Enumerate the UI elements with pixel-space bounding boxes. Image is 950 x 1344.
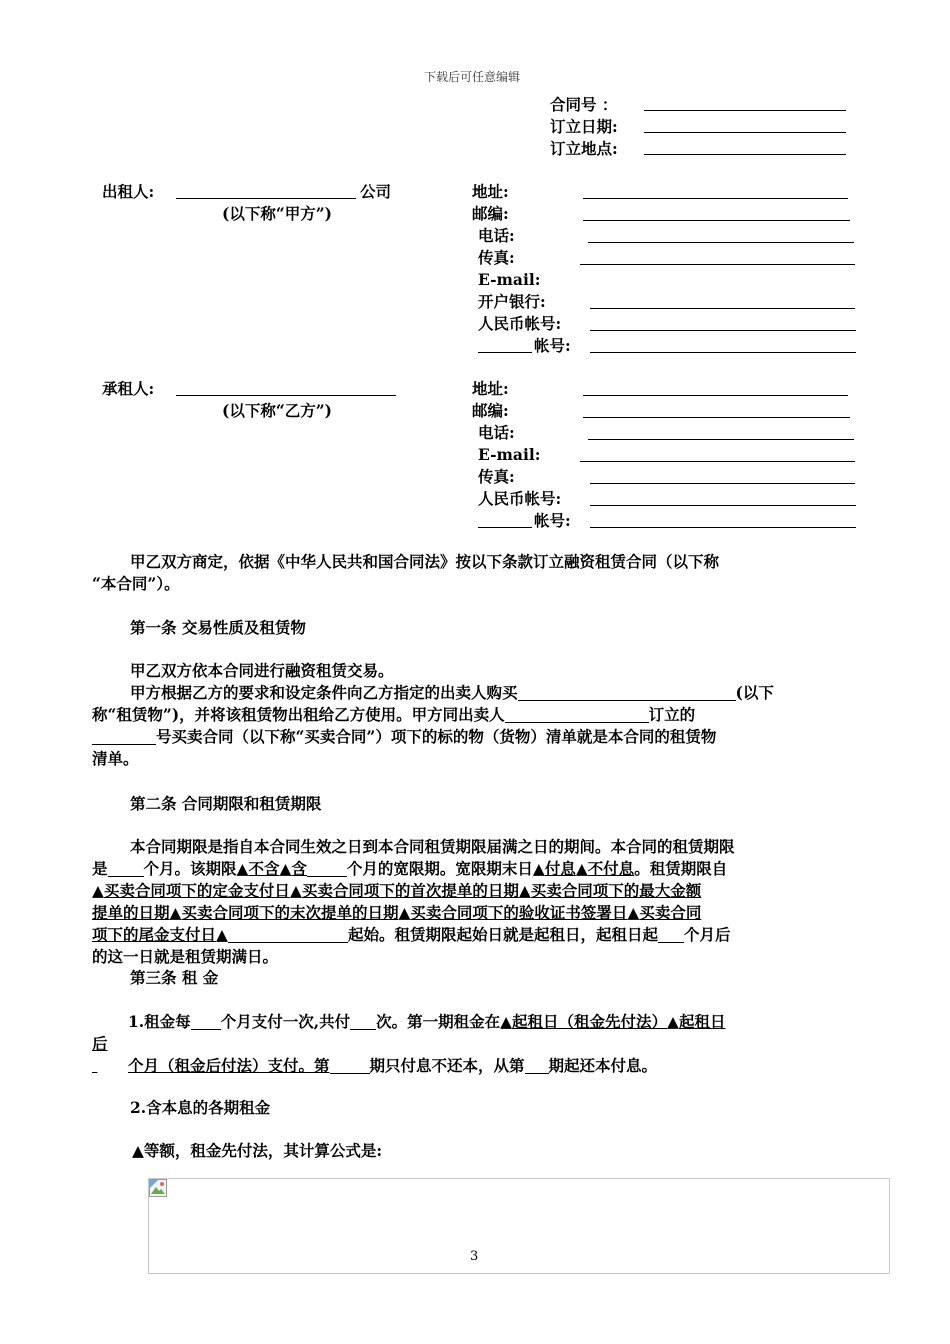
lessor-address-blank xyxy=(583,198,848,199)
article1-p3-tail: 订立的 xyxy=(648,705,696,724)
option-arrears-rent-tail: 后 xyxy=(92,1034,108,1053)
principal-start-period-blank xyxy=(525,1057,549,1074)
article2-l2f: 个月的宽限期。宽限期末日▲ xyxy=(346,859,545,878)
article1-p2-tail: (以下 xyxy=(735,683,774,702)
lessor-bank-blank xyxy=(590,308,855,309)
lessee-phone-blank xyxy=(588,439,854,440)
option-no-interest: 不付息 xyxy=(587,859,635,878)
article1-title: 第一条 交易性质及租赁物 xyxy=(130,618,306,637)
article3-p1-wrap xyxy=(92,1033,867,1055)
article3-p1a: 1.租金每 xyxy=(128,1012,191,1031)
lessee-rmb-account-label: 人民币帐号: xyxy=(478,489,562,508)
preamble-line-1: 甲乙双方商定，依据《中华人民共和国合同法》按以下条款订立融资租赁合同（以下称 xyxy=(130,552,720,571)
interest-only-period-blank xyxy=(330,1057,370,1074)
sign-date-blank xyxy=(644,132,846,133)
lessor-email-label: E-mail: xyxy=(478,270,541,289)
lessee-rmb-account-blank xyxy=(590,505,856,506)
article1-p2-text: 甲方根据乙方的要求和设定条件向乙方指定的出卖人购买 xyxy=(130,683,518,702)
option-final-payment-tail: 项下的尾金支付日 xyxy=(92,925,217,944)
lessee-account-blank xyxy=(590,527,856,528)
option-arrears-rent: 起租日 xyxy=(678,1012,726,1031)
article2-l2a: 是 xyxy=(92,859,108,878)
option-max-amount-bl: 买卖合同项下的最大金额 xyxy=(530,881,702,900)
formula-image-frame xyxy=(148,1178,890,1274)
lessee-email-label: E-mail: xyxy=(478,445,541,464)
option-exclusive: 不含 xyxy=(248,859,280,878)
lessor-account-label: 帐号: xyxy=(534,336,571,355)
lessor-fax-label: 传真: xyxy=(478,248,515,267)
grace-months-blank xyxy=(307,860,347,877)
article2-l1: 本合同期限是指自本合同生效之日到本合同租赁期限届满之日的期间。本合同的租赁期限 xyxy=(130,837,735,856)
article1-body xyxy=(92,660,862,770)
article3-p1b: 个月支付一次,共付 xyxy=(220,1012,351,1031)
lessee-fax-label: 传真: xyxy=(478,467,515,486)
lessor-suffix: 公司 xyxy=(360,182,392,201)
article2-l4f: ▲ xyxy=(627,903,640,922)
lessee-address-label: 地址: xyxy=(472,379,509,398)
article3-p1c: 次。第一期租金在▲ xyxy=(376,1012,513,1031)
lessor-address-label: 地址: xyxy=(472,182,509,201)
article2-l3c: ▲ xyxy=(289,881,302,900)
lessee-fax-blank xyxy=(590,483,855,484)
article3-p2 xyxy=(92,1055,867,1077)
article3-p1 xyxy=(92,1011,867,1033)
seller-purchase-blank xyxy=(518,684,736,701)
payment-interval-blank xyxy=(191,1013,221,1030)
lessor-fax-blank xyxy=(580,264,855,265)
article2-l4 xyxy=(92,902,867,924)
article2-l2h: ▲ xyxy=(575,859,588,878)
option-max-amount-bl-tail: 提单的日期 xyxy=(92,903,170,922)
article2-l3e: ▲ xyxy=(518,881,531,900)
lessee-postcode-blank xyxy=(583,417,850,418)
lessor-phone-blank xyxy=(588,242,854,243)
option-final-payment: 买卖合同 xyxy=(639,903,702,922)
option-inclusive: 含 xyxy=(291,859,307,878)
article3-p2a: 个月（租金后付法）支付。第 xyxy=(128,1056,330,1075)
article2-l2b: 个月。该期限▲ xyxy=(143,859,249,878)
article1-p5: 清单。 xyxy=(92,749,139,768)
article1-p4-text: 号买卖合同（以下称“买卖合同”）项下的标的物（货物）清单就是本合同的租赁物 xyxy=(156,727,717,746)
lessor-bank-label: 开户银行: xyxy=(478,292,546,311)
lessee-currency-blank xyxy=(478,527,532,528)
arrears-months-blank xyxy=(92,1055,128,1077)
lessee-email-blank xyxy=(580,461,855,462)
contract-no-blank xyxy=(644,110,846,111)
article2-l5b: ▲ xyxy=(216,925,228,944)
lessee-postcode-label: 邮编: xyxy=(472,401,509,420)
lessor-account-blank xyxy=(590,352,856,353)
lessor-postcode-label: 邮编: xyxy=(472,204,509,223)
option-last-bl-date: 买卖合同项下的末次提单的日期 xyxy=(181,903,399,922)
preamble-line-2: “本合同”）。 xyxy=(92,574,180,593)
contract-number-blank xyxy=(92,728,156,745)
article2-l3a: ▲ xyxy=(92,881,104,900)
article2-l4b: ▲ xyxy=(169,903,182,922)
article1-p4 xyxy=(92,726,862,748)
payment-count-blank xyxy=(350,1013,376,1030)
option-advance-rent: 起租日（租金先付法） xyxy=(512,1012,668,1031)
lessor-name-blank xyxy=(176,198,356,199)
article3-p3: 2.含本息的各期租金 xyxy=(130,1098,271,1117)
lessor-label: 出租人: xyxy=(102,182,155,201)
header-note: 下载后可任意编辑 xyxy=(424,70,521,84)
sign-place-blank xyxy=(644,154,846,155)
option-pay-interest: 付息 xyxy=(544,859,576,878)
article1-p3-text: 称“租赁物”)，并将该租赁物出租给乙方使用。甲方同出卖人 xyxy=(92,705,505,724)
article3-p2c: 期起还本付息。 xyxy=(548,1056,658,1075)
article1-p1: 甲乙双方依本合同进行融资租赁交易。 xyxy=(130,661,394,680)
sign-date-label: 订立日期: xyxy=(550,117,618,136)
preamble xyxy=(92,551,862,595)
option-first-bl-date: 买卖合同项下的首次提单的日期 xyxy=(301,881,519,900)
article2-l5 xyxy=(92,924,867,946)
article2-l3 xyxy=(92,880,867,902)
lessor-phone-label: 电话: xyxy=(478,226,515,245)
article1-p2 xyxy=(92,682,862,704)
article3-p2b: 期只付息不还本，从第 xyxy=(369,1056,525,1075)
article2-l5d: 个月后 xyxy=(683,925,731,944)
article2-l2d: ▲ xyxy=(279,859,292,878)
lessor-rmb-account-label: 人民币帐号: xyxy=(478,314,562,333)
article3-title: 第三条 租 金 xyxy=(130,968,219,987)
lessor-rmb-account-blank xyxy=(590,330,856,331)
seller-name-blank xyxy=(505,706,649,723)
lessor-currency-blank xyxy=(478,352,532,353)
term-months-blank xyxy=(108,860,144,877)
page-number: 3 xyxy=(470,1249,479,1264)
broken-image-icon xyxy=(149,1179,167,1197)
contract-no-label: 合同号 ： xyxy=(550,95,618,114)
article2-title: 第二条 合同期限和租赁期限 xyxy=(130,794,322,813)
lessee-phone-label: 电话: xyxy=(478,423,515,442)
lessor-postcode-blank xyxy=(583,220,850,221)
article2-l2j: 。租赁期限自 xyxy=(634,859,728,878)
lessee-alias: (以下称“乙方”) xyxy=(222,401,332,420)
sign-place-label: 订立地点: xyxy=(550,139,618,158)
article1-p3 xyxy=(92,704,862,726)
lessor-alias: (以下称“甲方”) xyxy=(222,204,332,223)
article2-l4d: ▲ xyxy=(398,903,411,922)
lessee-label: 承租人: xyxy=(102,379,155,398)
option-deposit-date: 买卖合同项下的定金支付日 xyxy=(103,881,290,900)
lessee-address-blank xyxy=(583,395,848,396)
article2-body xyxy=(92,836,867,968)
expiry-months-blank xyxy=(658,926,684,943)
article3-p4: ▲等额，租金先付法，其计算公式是: xyxy=(132,1141,383,1160)
option-acceptance-date: 买卖合同项下的验收证书签署日 xyxy=(410,903,628,922)
article3-p1e: ▲ xyxy=(667,1012,679,1031)
article3-body xyxy=(92,1011,867,1077)
article2-l5c: 起始。租赁期限起始日就是起租日，起租日起 xyxy=(347,925,658,944)
article2-l6: 的这一日就是租赁期满日。 xyxy=(92,947,279,966)
lessee-name-blank xyxy=(176,395,396,396)
article2-l2 xyxy=(92,858,867,880)
lessee-account-label: 帐号: xyxy=(534,511,571,530)
other-date-blank xyxy=(228,926,348,943)
